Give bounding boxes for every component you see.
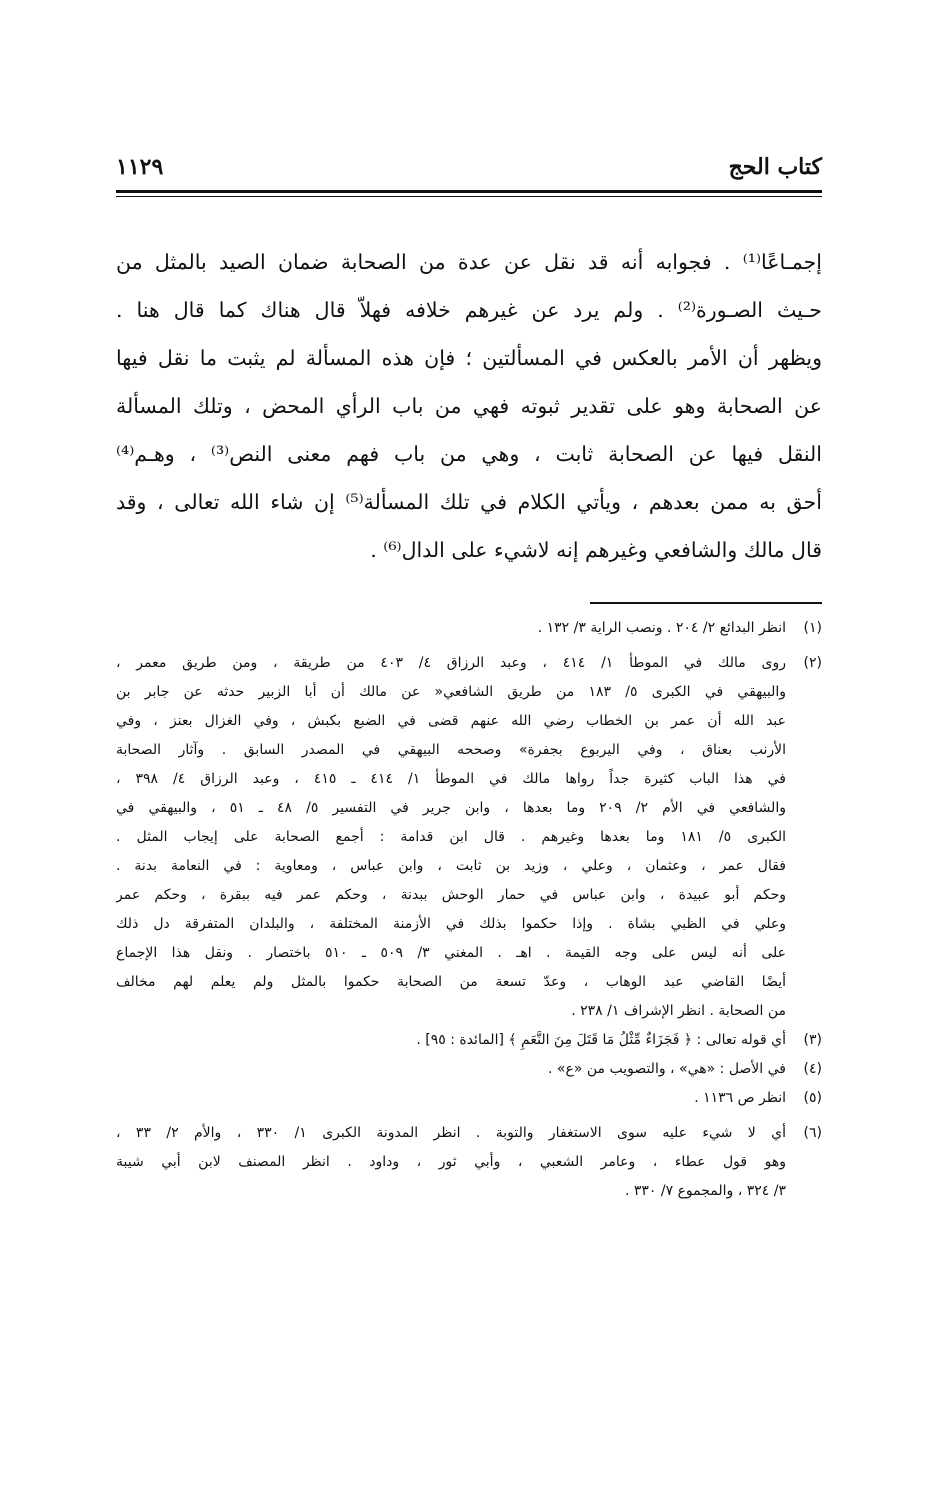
text-line: إجمـاعًا⁽¹⁾ . فجوابه أنه قد نقل عن عدة من الصحابة ضمان الصيد بالمثل من (116, 250, 822, 274)
header-rule-thick (116, 190, 822, 193)
footnote-line: وهو قول عطاء ، وعامر الشعبي ، وأبي ثور ، وداود . انظر المصنف لابن أبي شيبة (116, 1154, 786, 1170)
footnote-marker: (٤) (803, 1061, 822, 1077)
footnote-line: وعلي في الظبي بشاة . وإذا حكموا بذلك في الأزمنة المختلفة ، والبلدان المتفرقة دل ذلك (116, 916, 786, 932)
main-text (116, 238, 822, 574)
footnote-line: من الصحابة . انظر الإشراف ١/ ٢٣٨ . (571, 1003, 786, 1019)
footnote-marker: (١) (803, 620, 822, 636)
footnote-marker: (٥) (803, 1090, 822, 1106)
text-line: قال مالك والشافعي وغيرهم إنه لاشيء على الدال⁽⁶⁾ . (370, 538, 822, 562)
footnote-line: الأرنب بعناق ، وفي اليربوع بجفرة» وصححه البيهقي في المصدر السابق . وآثار الصحابة (116, 742, 786, 758)
footnote-line: والشافعي في الأم ٢/ ٢٠٩ وما بعدها ، وابن جرير في التفسير ٥/ ٤٨ ـ ٥١ ، والبيهقي في (116, 800, 786, 816)
text-line: حـيث الصـورة⁽²⁾ . ولم يرد عن غيرهم خلافه فهلاّ قال هناك كما قال هنا . (116, 298, 822, 322)
footnote-line: أي قوله تعالى : ﴿ فَجَزَاءٌ مِّثْلُ مَا قَتَلَ مِنَ النَّعَمِ ﴾ [المائدة : ٩٥] . (416, 1032, 786, 1048)
text-line: النقل فيها عن الصحابة ثابت ، وهي من باب فهم معنى النص⁽³⁾ ، وهـم⁽⁴⁾ (116, 442, 822, 466)
footnote-line: انظر ص ١١٣٦ . (694, 1090, 786, 1106)
footnote-line: وحكم أبو عبيدة ، وابن عباس في حمار الوحش ببدنة ، وحكم عمر فيه ببقرة ، وحكم عمر (116, 887, 786, 903)
footnote-line: في هذا الباب كثيرة جداً رواها مالك في الموطأ ١/ ٤١٤ ـ ٤١٥ ، وعبد الرزاق ٤/ ٣٩٨ ، (116, 771, 786, 787)
footnote-2 (116, 649, 822, 1026)
footnote-line: الكبرى ٥/ ١٨١ وما بعدها وغيرهم . قال ابن قدامة : أجمع الصحابة على إيجاب المثل . (116, 829, 786, 845)
footnote-4 (116, 1055, 822, 1084)
text-line: ويظهر أن الأمر بالعكس في المسألتين ؛ فإن هذه المسألة لم يثبت ما نقل فيها (116, 346, 822, 370)
text-line: عن الصحابة وهو على تقدير ثبوته فهي من باب الرأي المحض ، وتلك المسألة (116, 394, 822, 418)
running-header (116, 148, 822, 188)
footnote-line: أيضًا القاضي عبد الوهاب ، وعدّ تسعة من الصحابة حكموا بالمثل ولم يعلم لهم مخالف (116, 974, 786, 990)
footnote-line: أي لا شيء عليه سوى الاستغفار والتوبة . انظر المدونة الكبرى ١/ ٣٣٠ ، والأم ٢/ ٣٣ ، (116, 1125, 786, 1141)
footnote-line: على أنه ليس على وجه القيمة . اهـ . المغني ٣/ ٥٠٩ ـ ٥١٠ باختصار . ونقل هذا الإجماع (116, 945, 786, 961)
footnote-line: روى مالك في الموطأ ١/ ٤١٤ ، وعبد الرزاق ٤/ ٤٠٣ من طريقة ، ومن طريق معمر ، (116, 655, 786, 671)
footnote-1 (116, 614, 822, 643)
footnote-3 (116, 1026, 822, 1055)
page-number: ١١٢٩ (116, 154, 164, 180)
footnote-6 (116, 1119, 822, 1206)
header-rule-thin (116, 196, 822, 197)
footnotes (116, 614, 822, 1206)
footnote-marker: (٣) (803, 1032, 822, 1048)
footnote-line: في الأصل : «هي» ، والتصويب من «ع» . (548, 1061, 786, 1077)
footnote-line: والبيهقي في الكبرى ٥/ ١٨٣ من طريق الشافعي« عن مالك أن أبا الزبير حدثه عن جابر بن (116, 684, 786, 700)
footnote-line: انظر البدائع ٢/ ٢٠٤ . ونصب الراية ٣/ ١٣٢ . (537, 620, 786, 636)
chapter-title: كتاب الحج (728, 154, 822, 180)
footnote-line: ٣/ ٣٢٤ ، والمجموع ٧/ ٣٣٠ . (624, 1183, 786, 1199)
text-line: أحق به ممن بعدهم ، ويأتي الكلام في تلك المسألة⁽⁵⁾ إن شاء الله تعالى ، وقد (116, 490, 822, 514)
footnote-marker: (٦) (803, 1125, 822, 1141)
footnote-5 (116, 1084, 822, 1113)
footnote-marker: (٢) (803, 655, 822, 671)
footnote-line: عبد الله أن عمر بن الخطاب رضي الله عنهم قضى في الضبع بكبش ، وفي الغزال بعنز ، وفي (116, 713, 786, 729)
footnote-line: فقال عمر ، وعثمان ، وعلي ، وزيد بن ثابت ، وابن عباس ، ومعاوية : في النعامة بدنة . (116, 858, 786, 874)
footnote-separator (590, 602, 822, 604)
